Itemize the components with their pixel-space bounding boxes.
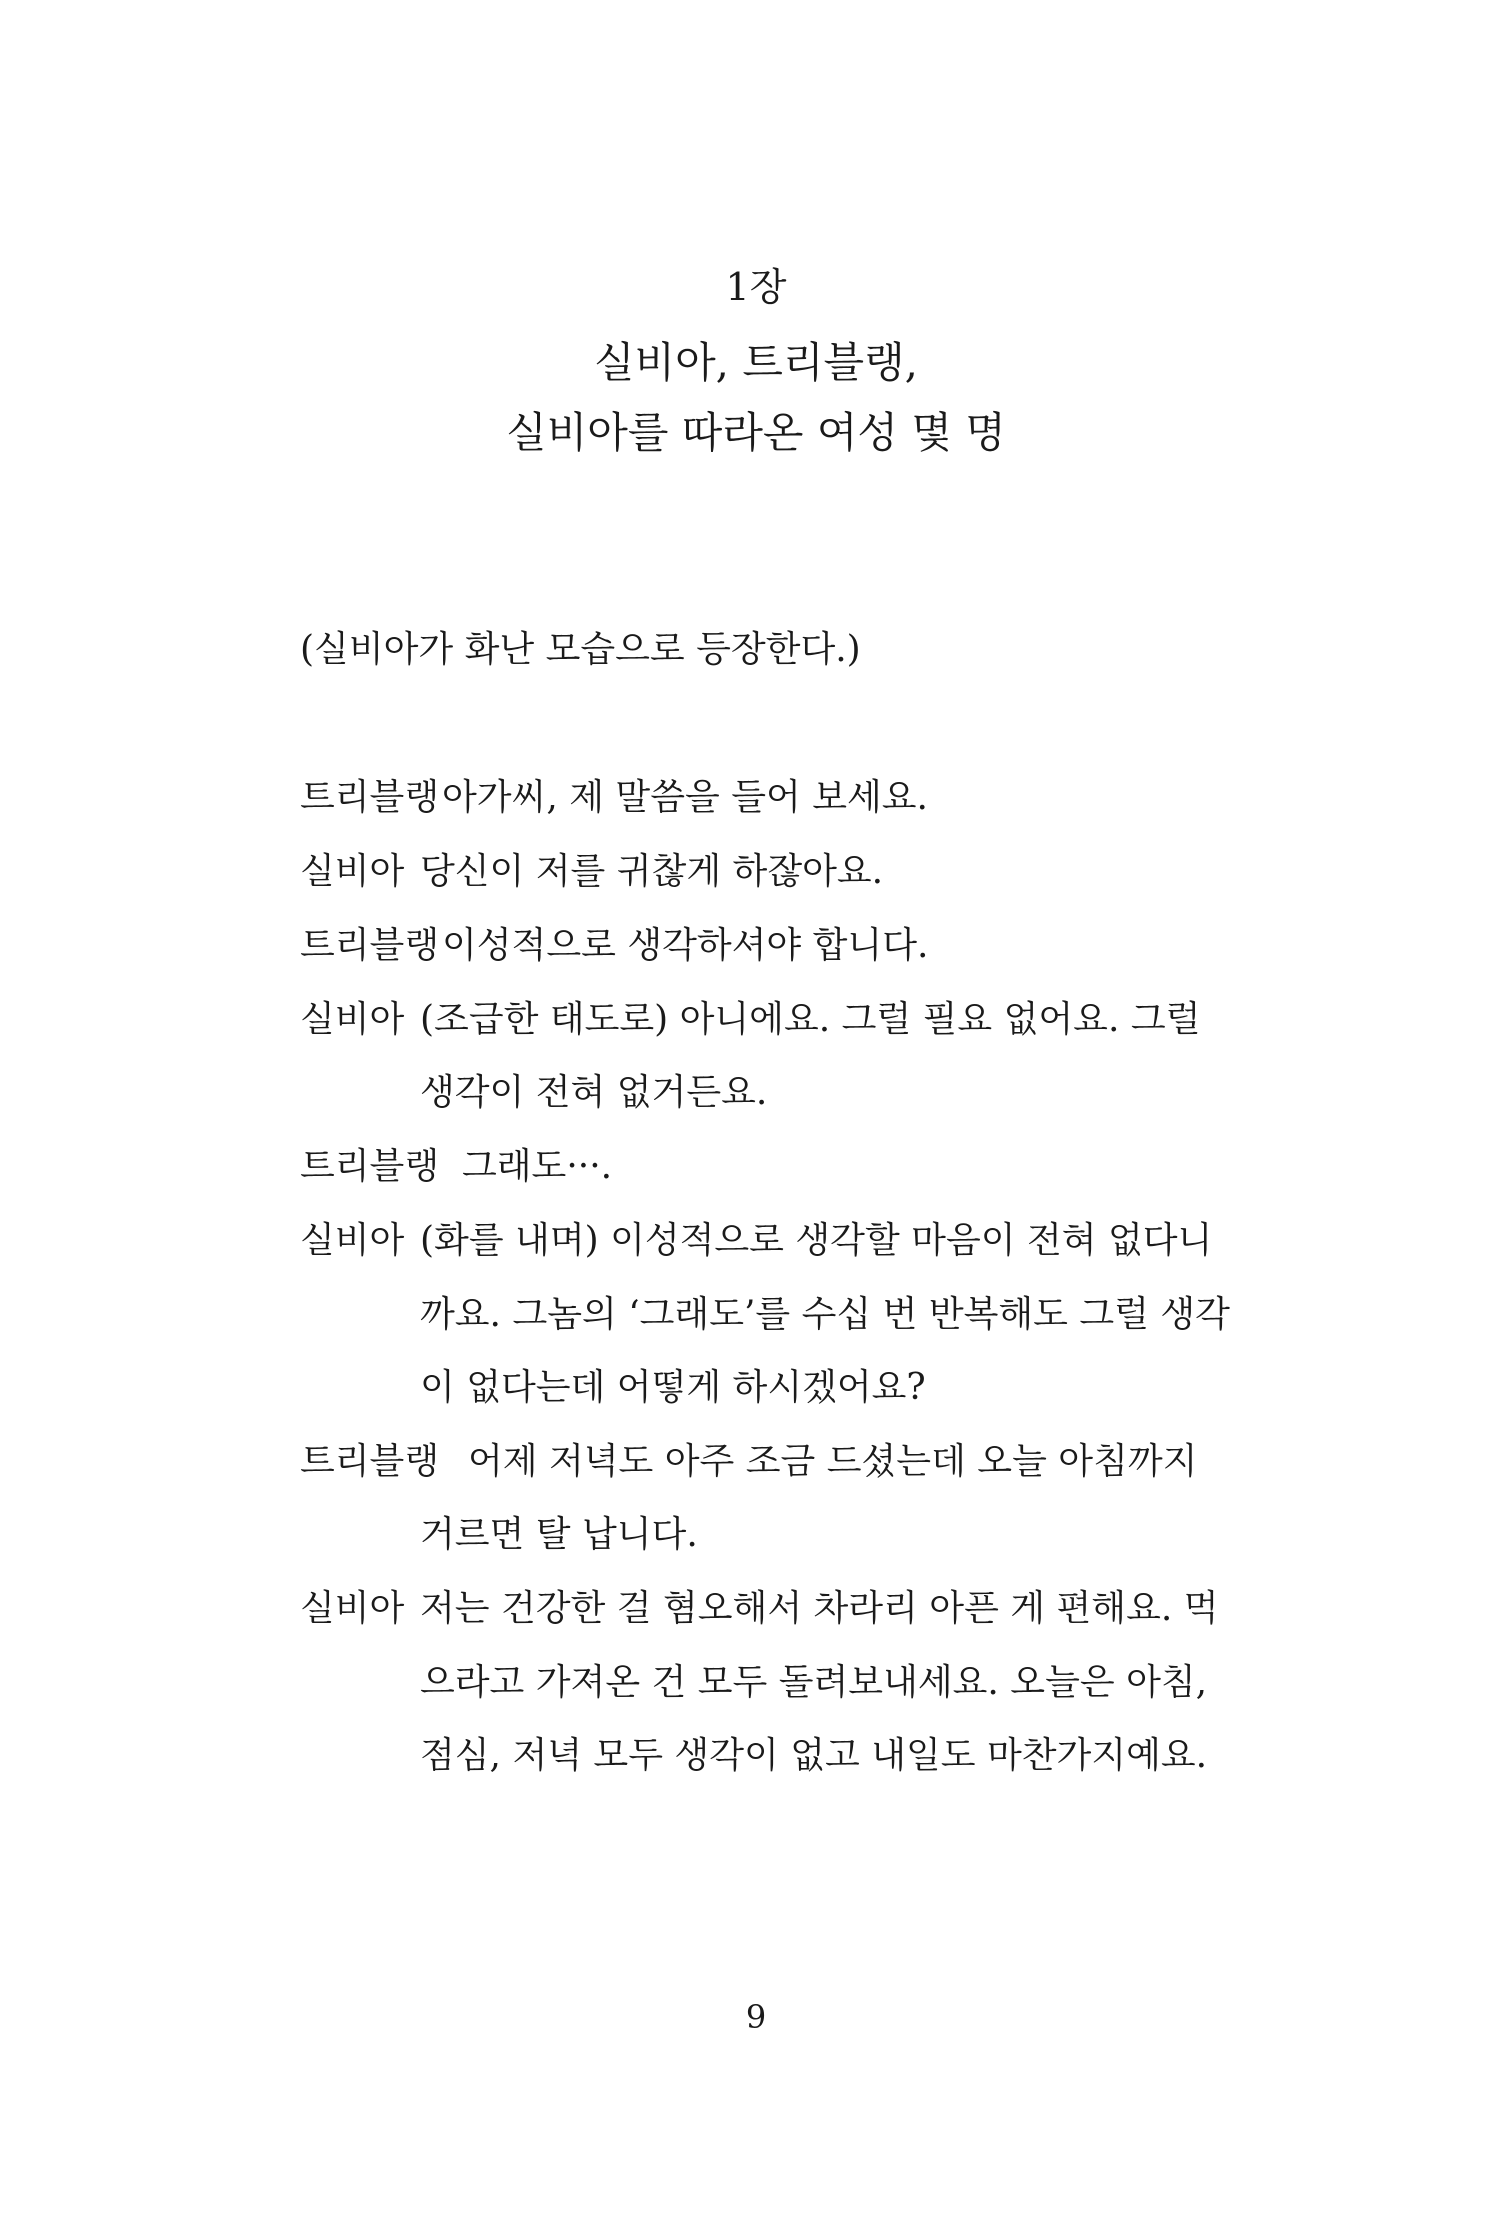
speaker-name: 트리블랭 bbox=[300, 777, 440, 818]
dialogue-line: 저는 건강한 걸 혐오해서 차라리 아픈 게 편해요. 먹 bbox=[420, 1588, 1219, 1629]
dialogue-line: 까요. 그놈의 ‘그래도’를 수십 번 반복해도 그럴 생각 bbox=[420, 1294, 1230, 1335]
speaker-name: 실비아 bbox=[300, 999, 405, 1040]
dialogue-line: 어제 저녁도 아주 조금 드셨는데 오늘 아침까지 bbox=[468, 1441, 1198, 1482]
speaker-name: 트리블랭 bbox=[300, 925, 440, 966]
page-number: 9 bbox=[745, 1998, 767, 2036]
chapter-number: 1장 bbox=[725, 265, 787, 309]
stage-direction: (실비아가 화난 모습으로 등장한다.) bbox=[300, 629, 861, 670]
dialogue-line: 거르면 탈 납니다. bbox=[420, 1514, 698, 1555]
dialogue-line: 당신이 저를 귀찮게 하잖아요. bbox=[420, 851, 884, 892]
speaker-name: 실비아 bbox=[300, 1588, 405, 1629]
dialogue-line: 이성적으로 생각하셔야 합니다. bbox=[442, 925, 929, 966]
chapter-title-line-1: 실비아, 트리블랭, bbox=[593, 338, 919, 387]
dialogue-line: (화를 내며) 이성적으로 생각할 마음이 전혀 없다니 bbox=[420, 1220, 1213, 1261]
speaker-name: 트리블랭 bbox=[300, 1441, 440, 1482]
speaker-name: 트리블랭 bbox=[300, 1146, 440, 1187]
speaker-name: 실비아 bbox=[300, 851, 405, 892]
dialogue-line: 생각이 전혀 없거든요. bbox=[420, 1072, 768, 1113]
dialogue-line: 점심, 저녁 모두 생각이 없고 내일도 마찬가지예요. bbox=[420, 1735, 1208, 1776]
chapter-title-line-2: 실비아를 따라온 여성 몇 명 bbox=[506, 408, 1006, 457]
dialogue-line: (조급한 태도로) 아니에요. 그럴 필요 없어요. 그럴 bbox=[420, 999, 1201, 1040]
speaker-name: 실비아 bbox=[300, 1220, 405, 1261]
dialogue-line: 이 없다는데 어떻게 하시겠어요? bbox=[420, 1367, 926, 1408]
dialogue-line: 그래도···. bbox=[462, 1146, 613, 1187]
dialogue-line: 아가씨, 제 말씀을 들어 보세요. bbox=[442, 777, 928, 818]
dialogue-line: 으라고 가져온 건 모두 돌려보내세요. 오늘은 아침, bbox=[420, 1662, 1208, 1703]
